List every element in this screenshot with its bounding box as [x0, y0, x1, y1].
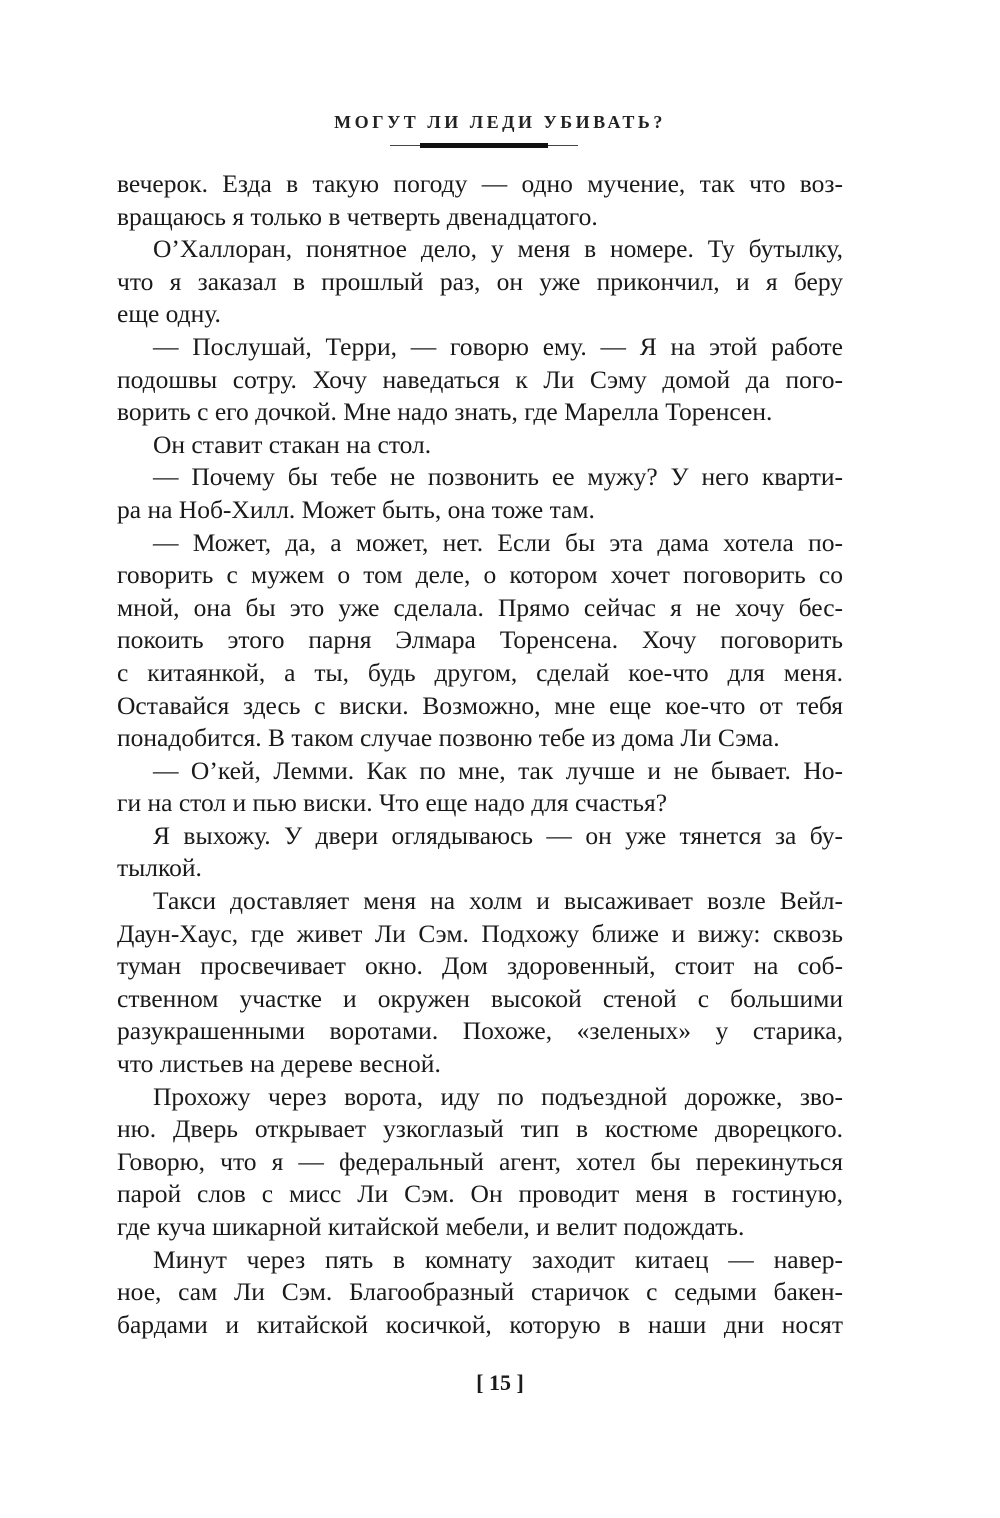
text-line: говорить с мужем о том деле, о котором хочет поговорить со: [117, 560, 843, 590]
text-line: где куча шикарной китайской мебели, и велит подождать.: [117, 1212, 745, 1241]
text-line: ное, сам Ли Сэм. Благообразный старичок с седыми бакен-: [117, 1277, 843, 1307]
text-line: подошвы сотру. Хочу наведаться к Ли Сэму домой да пого-: [117, 364, 843, 394]
text-line: ню. Дверь открывает узкоглазый тип в костюме дворецкого.: [117, 1114, 843, 1144]
text-line: О’Халлоран, понятное дело, у меня в номере. Ту бутылку,: [153, 234, 843, 264]
text-line: Прохожу через ворота, иду по подъездной дорожке, зво-: [153, 1081, 843, 1111]
text-line: еще одну.: [117, 299, 221, 329]
text-line: Даун-Хаус, где живет Ли Сэм. Подхожу ближе и вижу: сквозь: [117, 918, 843, 948]
text-line: Говорю, что я — федеральный агент, хотел бы перекинуться: [117, 1146, 843, 1176]
text-line: что листьев на дереве весной.: [117, 1049, 441, 1079]
text-line: Минут через пять в комнату заходит китаец — навер-: [153, 1244, 843, 1274]
text-line: Он ставит стакан на стол.: [153, 429, 432, 459]
page-number: [ 15 ]: [476, 1370, 524, 1395]
text-line: покоить этого парня Элмара Торенсена. Хочу поговорить: [117, 625, 843, 655]
text-line: ра на Ноб-Хилл. Может быть, она тоже там.: [117, 494, 595, 524]
text-line: понадобится. В таком случае позвоню тебе из дома Ли Сэма.: [117, 723, 780, 753]
text-line: разукрашенными воротами. Похоже, «зеленых» у старика,: [117, 1016, 843, 1046]
text-line: туман просвечивает окно. Дом здоровенный, стоит на соб-: [117, 951, 843, 981]
text-line: ственном участке и окружен высокой стеной с большими: [117, 983, 843, 1013]
text-line: — Почему бы тебе не позвонить ее мужу? У него кварти-: [153, 462, 843, 492]
text-line: с китаянкой, а ты, будь другом, сделай кое-что для меня.: [117, 657, 843, 687]
text-line: бардами и китайской косичкой, которую в наши дни носят: [117, 1309, 843, 1339]
text-line: вращаюсь я только в четверть двенадцатого.: [117, 201, 598, 231]
text-line: ворить с его дочкой. Мне надо знать, где Марелла Торенсен.: [117, 397, 773, 427]
text-line: мной, она бы это уже сделала. Прямо сейчас я не хочу бес-: [117, 592, 843, 622]
text-line: — О’кей, Лемми. Как по мне, так лучше и не бывает. Но-: [153, 755, 843, 785]
text-line: ги на стол и пью виски. Что еще надо для счастья?: [117, 788, 668, 818]
text-line: что я заказал в прошлый раз, он уже прикончил, и я беру: [117, 266, 843, 296]
text-line: Я выхожу. У двери оглядываюсь — он уже тянется за бу-: [153, 820, 843, 850]
text-line: вечерок. Езда в такую погоду — одно мучение, так что воз-: [117, 169, 843, 198]
text-line: тылкой.: [117, 853, 202, 883]
header-rule-thick: [420, 143, 548, 148]
text-line: парой слов с мисс Ли Сэм. Он проводит меня в гостиную,: [117, 1179, 843, 1209]
text-line: — Послушай, Терри, — говорю ему. — Я на этой работе: [153, 331, 843, 361]
text-line: Оставайся здесь с виски. Возможно, мне еще кое-что от тебя: [117, 690, 843, 720]
running-head-title: МОГУТ ЛИ ЛЕДИ УБИВАТЬ?: [334, 112, 666, 132]
page-body-text: [117, 168, 843, 1341]
text-line: Такси доставляет меня на холм и высаживает возле Вейл-: [153, 886, 843, 916]
text-line: — Может, да, а может, нет. Если бы эта дама хотела по-: [153, 527, 843, 557]
